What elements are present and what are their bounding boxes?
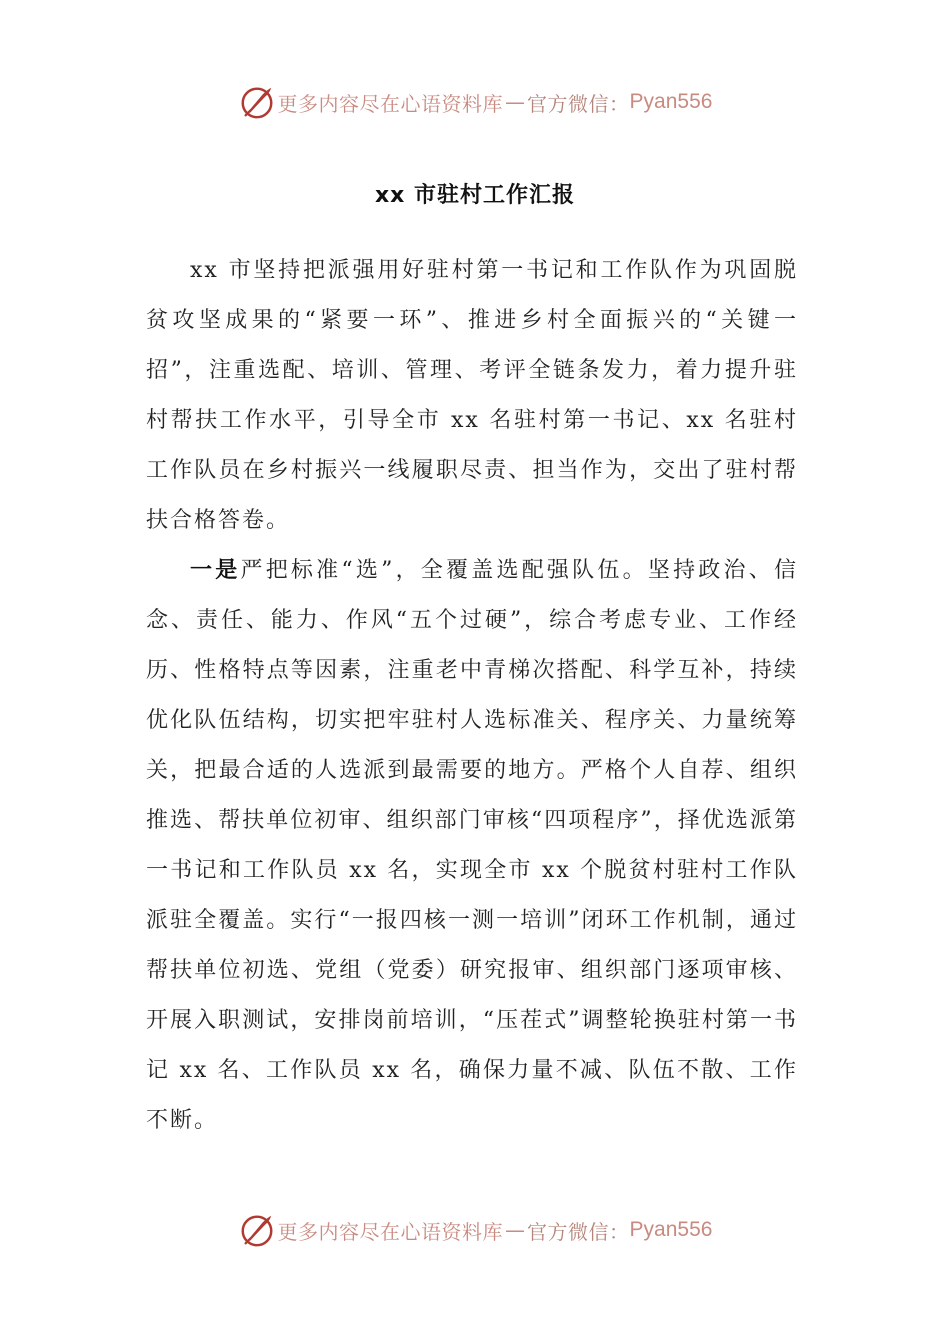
paragraph-intro bbox=[146, 246, 798, 546]
paragraph-point-one bbox=[146, 546, 798, 1146]
banner-label: 官方微信： bbox=[527, 1219, 630, 1244]
banner-text: 更多内容尽在心语资料库 bbox=[277, 91, 504, 116]
quill-logo-icon bbox=[238, 1211, 276, 1249]
banner-wechat-id: Pyan556 bbox=[629, 1218, 713, 1241]
quill-logo-icon bbox=[238, 83, 276, 121]
header-watermark-banner bbox=[0, 80, 950, 124]
document-body bbox=[146, 246, 798, 1146]
banner-text: 更多内容尽在心语资料库 bbox=[277, 1219, 504, 1244]
paragraph-text: 严把标准“选”，全覆盖选配强队伍。坚持政治、信念、责任、能力、作风“五个过硬”，综合考虑专业、工作经历、性格特点等因素，注重老中青梯次搭配、科学互补，持续优化队伍结构，切实把牢驻村人选标准关、程序关、力量统筹关，把最合适的人选派到最需要的地方。严格个人自荐、组织推选、帮扶单位初审、组织部门审核“四项程序”，择优选派第一书记和工作队员 xx 名，实现全市 xx 个脱贫村驻村工作队派驻全覆盖。实行“一报四核一测一培训”闭环工作机制，通过帮扶单位初选、党组（党委）研究报审、组织部门逐项审核、开展入职测试，安排岗前培训，“压茬式”调整轮换驻村第一书记 xx 名、工作队员 xx 名，确保力量不减、队伍不散、工作不断。 bbox=[146, 558, 798, 1133]
banner-separator: — bbox=[505, 90, 526, 114]
paragraph-lead: 一是 bbox=[190, 558, 241, 583]
banner-label: 官方微信： bbox=[527, 91, 630, 116]
document-title: xx 市驻村工作汇报 bbox=[374, 183, 576, 208]
footer-watermark-banner bbox=[0, 1208, 950, 1252]
paragraph-text: xx 市坚持把派强用好驻村第一书记和工作队作为巩固脱贫攻坚成果的“紧要一环”、推进乡村全面振兴的“关键一招”，注重选配、培训、管理、考评全链条发力，着力提升驻村帮扶工作水平，引导全市 xx 名驻村第一书记、xx 名驻村工作队员在乡村振兴一线履职尽责、担当作为，交出了驻村帮扶合格答卷。 bbox=[146, 258, 798, 533]
banner-separator: — bbox=[505, 1218, 526, 1242]
banner-wechat-id: Pyan556 bbox=[629, 90, 713, 113]
